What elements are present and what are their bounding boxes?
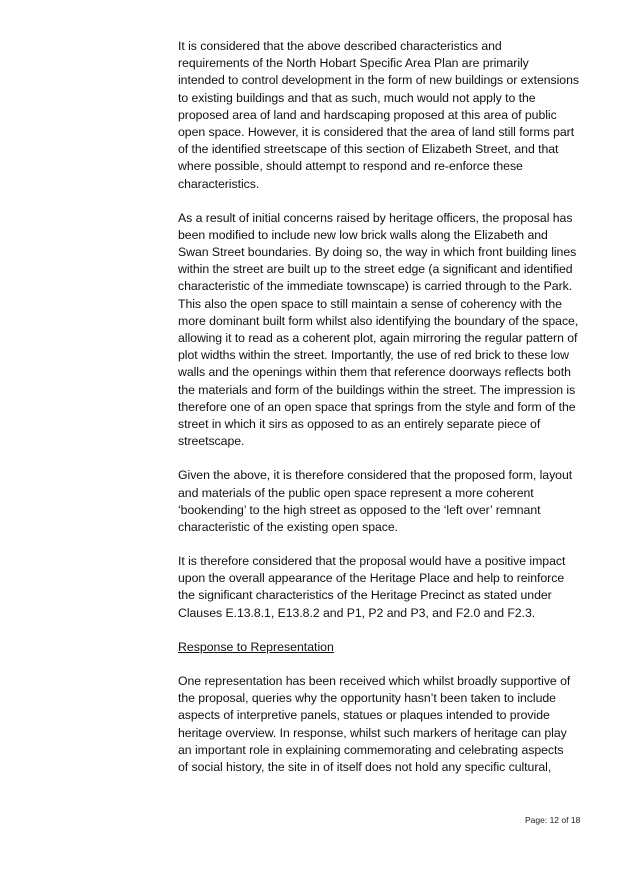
text-line: Clauses E.13.8.1, E13.8.2 and P1, P2 and P3, and F2.0 and F2.3. [178,605,536,620]
text-line: Given the above, it is therefore considered that the proposed form, layout [178,468,573,483]
text-line: of the identified streetscape of this section of Elizabeth Street, and that [178,142,559,157]
text-line: upon the overall appearance of the Heritage Place and help to reinforce [178,571,565,586]
text-line: It is considered that the above described characteristics and [178,39,502,53]
paragraph-bookending [178,467,588,536]
text-line: and materials of the public open space represent a more coherent [178,485,534,500]
text-line: streetscape. [178,434,245,449]
text-line: plot widths within the street. Importantly, the use of red brick to these low [178,348,569,363]
text-line: the materials and form of the buildings within the street. The impression is [178,382,576,397]
text-line: allowing it to read as a coherent plot, again mirroring the regular pattern of [178,331,578,345]
text-line: It is therefore considered that the proposal would have a positive impact [178,554,566,569]
text-line: One representation has been received which whilst broadly supportive of [178,674,571,689]
text-line: This also the open space to still maintain a sense of coherency with the [178,296,562,311]
text-line: As a result of initial concerns raised by heritage officers, the proposal has [178,210,573,225]
text-line: heritage overview. In response, whilst such markers of heritage can play [178,725,567,740]
text-line: more dominant built form whilst also identifying the boundary of the space, [178,313,579,328]
paragraph-spacer [178,193,588,210]
paragraph-spacer [178,450,588,467]
text-line: the significant characteristics of the Heritage Precinct as stated under [178,588,552,603]
text-line: street in which it sirs as opposed to as an entirely separate piece of [178,416,541,431]
text-line: within the street are built up to the street edge (a significant and identified [178,262,573,277]
text-line: ‘bookending’ to the high street as opposed to the ‘left over’ remnant [178,502,541,517]
page-number: Page: 12 of 18 [525,815,581,825]
text-line: aspects of interpretive panels, statues or plaques intended to provide [178,708,550,723]
text-line: an important role in explaining commemorating and celebrating aspects [178,742,564,757]
text-line: the proposal, queries why the opportunity hasn’t been taken to include [178,691,556,706]
paragraph-spacer [178,622,588,639]
text-line: characteristic of the existing open space. [178,519,399,534]
paragraph-spacer [178,536,588,553]
text-line: to existing buildings and that as such, much would not apply to the [178,90,536,105]
paragraph-brick-walls [178,210,588,451]
text-line: of social history, the site in of itself does not hold any specific cultural, [178,759,552,774]
paragraph-spacer [178,656,588,673]
text-line: characteristics. [178,176,260,191]
text-line: therefore one of an open space that springs from the style and form of the [178,399,576,414]
text-line: requirements of the North Hobart Specific Area Plan are primarily [178,56,529,71]
paragraph-representation [178,673,588,776]
document-body [178,38,588,776]
text-line: Swan Street boundaries. By doing so, the way in which front building lines [178,245,577,260]
text-line: where possible, should attempt to respond and re-enforce these [178,159,523,174]
paragraph-positive-impact [178,553,588,622]
text-line: been modified to include new low brick walls along the Elizabeth and [178,227,548,242]
text-line: open space. However, it is considered that the area of land still forms part [178,124,575,139]
text-line: intended to control development in the form of new buildings or extensions [178,73,579,88]
text-line: proposed area of land and hardscaping proposed at this area of public [178,107,557,122]
text-line: walls and the openings within them that reference doorways reflects both [178,365,571,380]
text-line: characteristic of the immediate townscape) is carried through to the Park. [178,279,573,294]
paragraph-characteristics [178,38,588,193]
section-heading: Response to Representation [178,639,334,654]
